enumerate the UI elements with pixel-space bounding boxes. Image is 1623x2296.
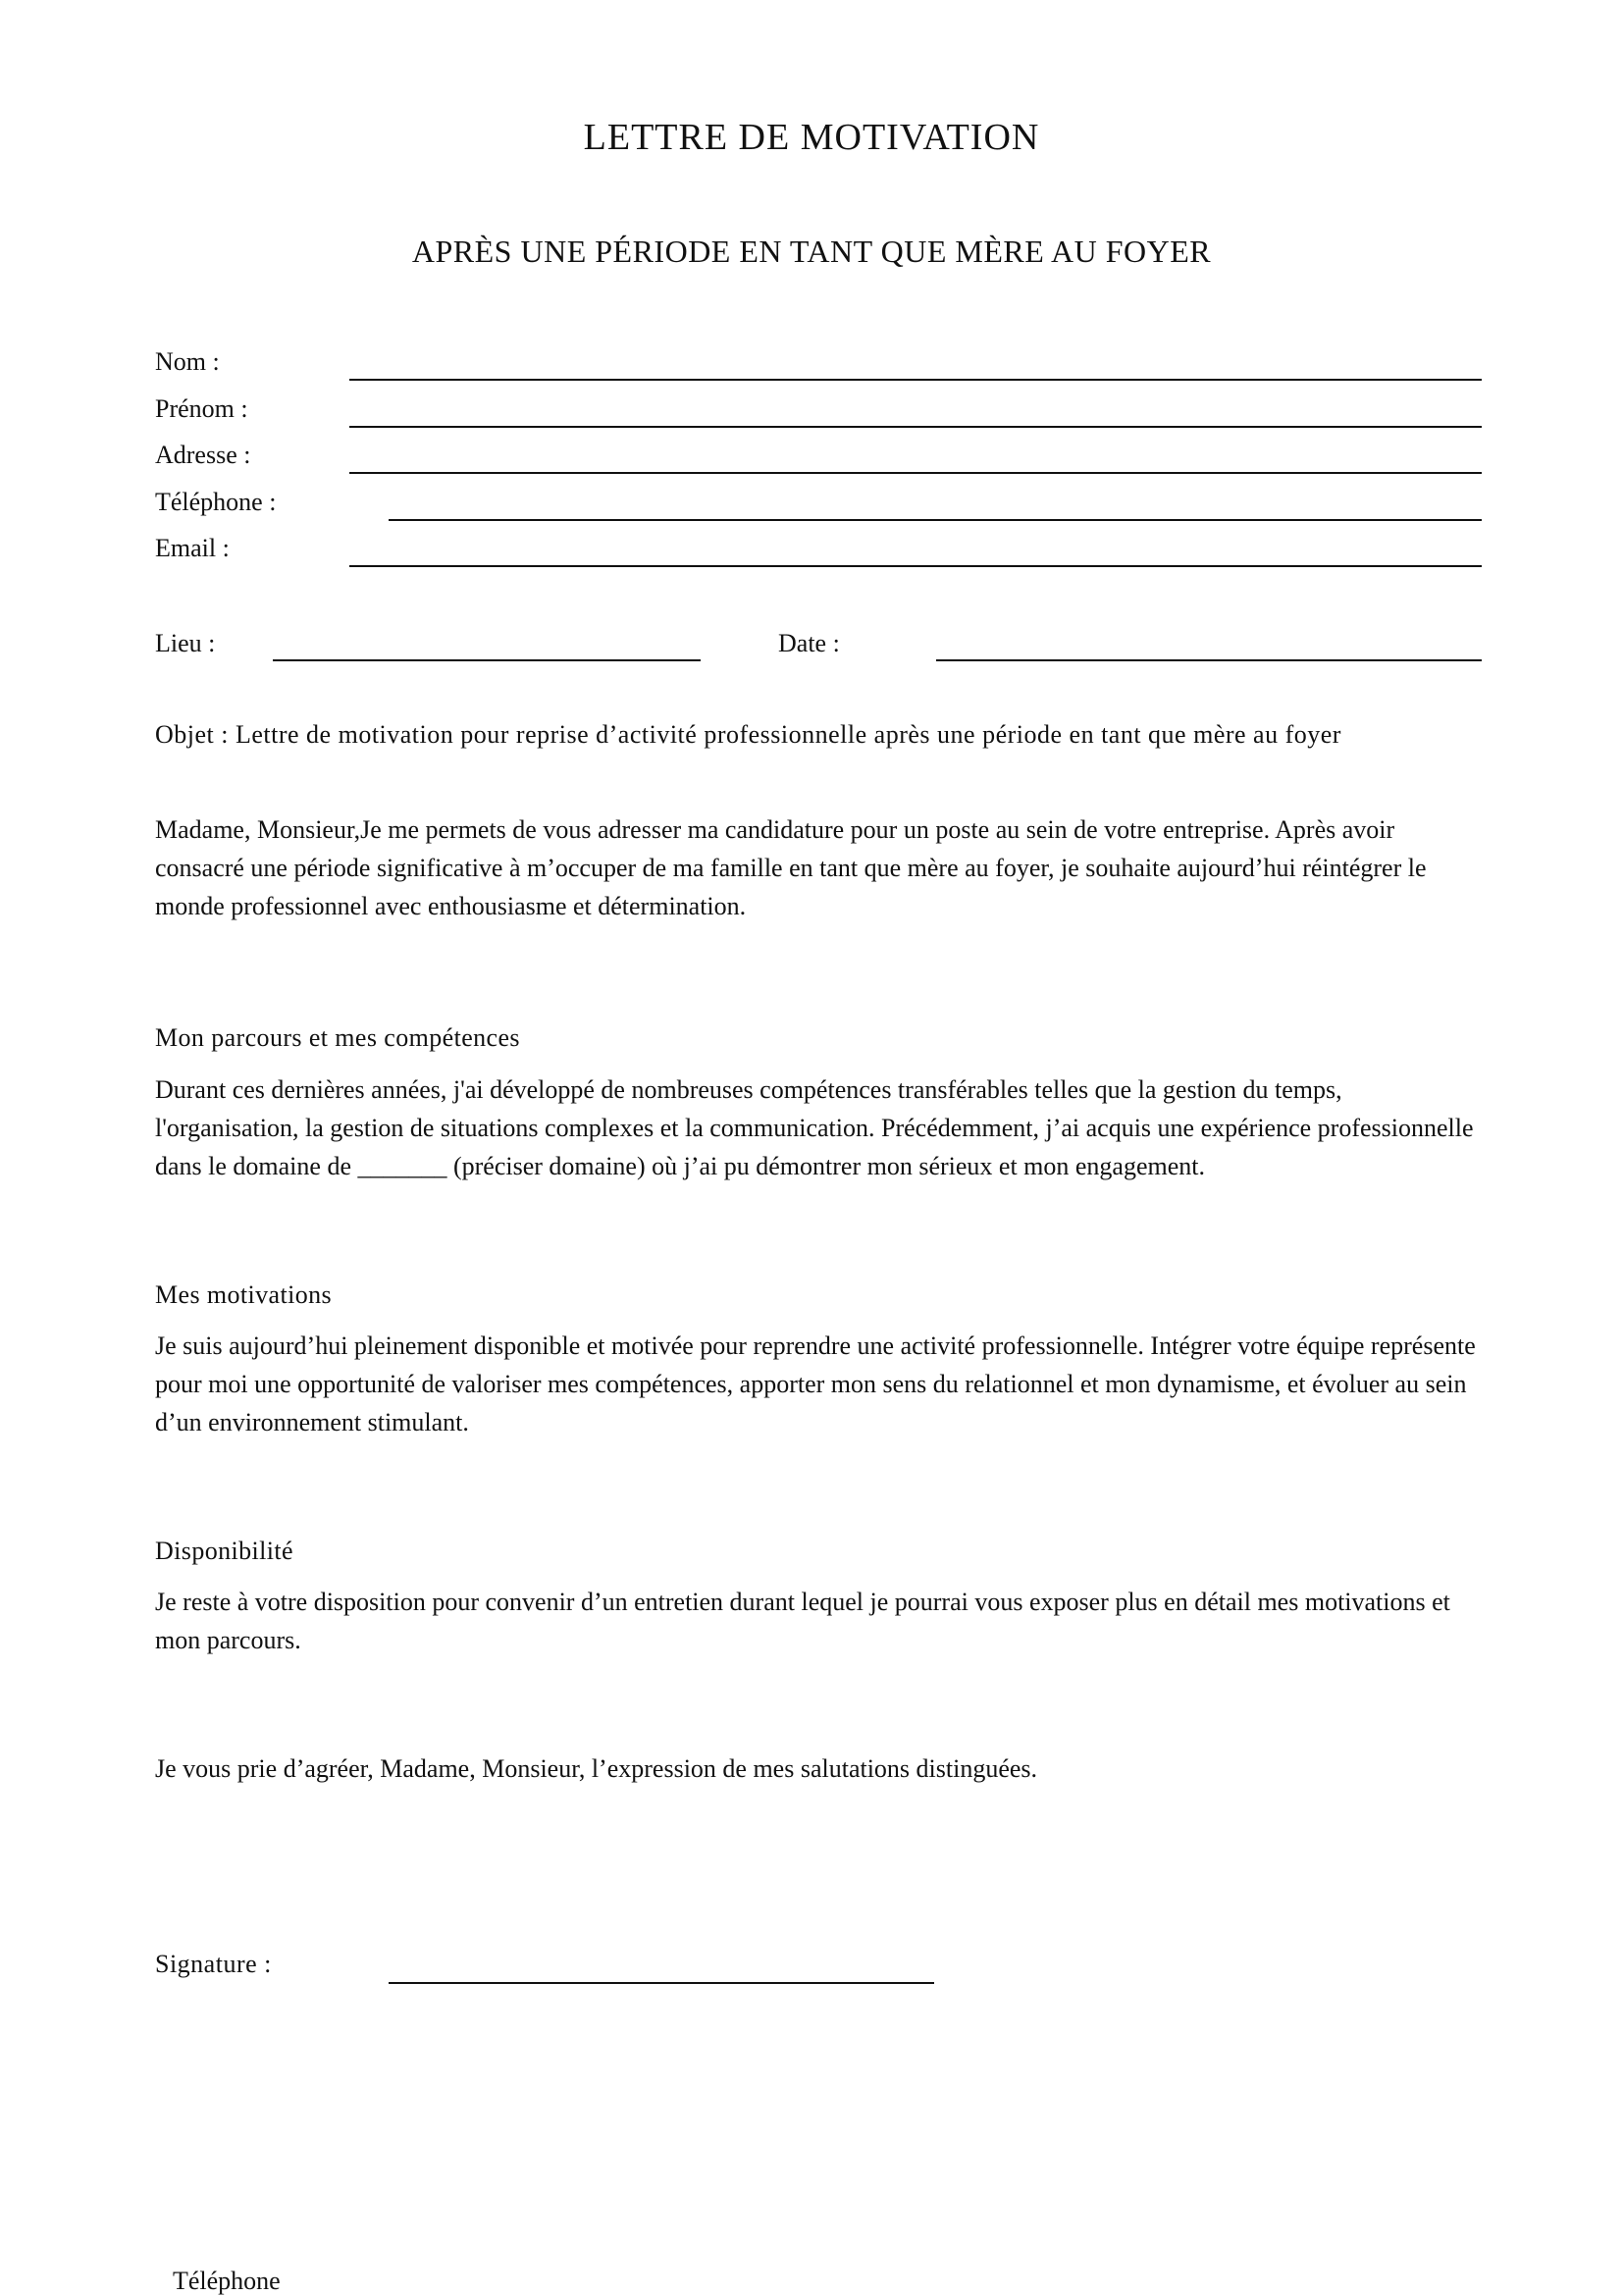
telephone-field-line[interactable] [389,519,1482,521]
page-subtitle: APRÈS UNE PÉRIODE EN TANT QUE MÈRE AU FOYER [411,234,1212,269]
section-text-disponibilite: Je reste à votre disposition pour convenir d’un entretien durant lequel je pourrai vous exposer plus en détail mes motivations et mon parcours. [155,1588,1450,1654]
signature-label: Signature : [155,1950,272,1978]
signature-field-line[interactable] [389,1982,934,1984]
date-label: Date : [778,629,840,657]
email-field-line[interactable] [349,565,1482,567]
lieu-label: Lieu : [155,629,216,657]
telephone-label: Téléphone : [155,488,277,516]
section-heading-motivations: Mes motivations [155,1280,333,1309]
nom-label: Nom : [155,347,220,376]
email-label: Email : [155,534,230,562]
section-heading-parcours: Mon parcours et mes compétences [155,1023,520,1052]
intro-paragraph: Madame, Monsieur,Je me permets de vous adresser ma candidature pour un poste au sein de votre entreprise. Après avoir consacré une période significative à m’occuper de ma famille en tant que mère au foyer, je souhaite aujourd’hui réintégrer le monde professionnel avec enthousiasme et détermination. [155,815,1427,920]
section-heading-disponibilite: Disponibilité [155,1537,293,1565]
nom-field-line[interactable] [349,379,1482,381]
page-title: LETTRE DE MOTIVATION [583,117,1040,158]
prenom-label: Prénom : [155,394,248,423]
adresse-label: Adresse : [155,441,251,469]
section-text-parcours: Durant ces dernières années, j'ai développé de nombreuses compétences transférables telles que la gestion du temps, l'organisation, la gestion de situations complexes et la communication. Précédemment, j’ai acquis une expérience professionnelle dans le domaine de _______ (préciser domaine) où j’ai pu démontrer mon sérieux et mon engagement. [155,1075,1474,1180]
prenom-field-line[interactable] [349,426,1482,428]
footer-text: Téléphone [173,2267,281,2295]
objet-line: Objet : Lettre de motivation pour reprise d’activité professionnelle après une période en tant que mère au foyer [155,720,1341,749]
lieu-field-line[interactable] [273,659,701,661]
section-text-motivations: Je suis aujourd’hui pleinement disponible et motivée pour reprendre une activité professionnelle. Intégrer votre équipe représente pour moi une opportunité de valoriser mes compétences, apporter mon sens du relationnel et mon dynamisme, et évoluer au sein d’un environnement stimulant. [155,1331,1476,1436]
date-field-line[interactable] [936,659,1482,661]
closing-sentence: Je vous prie d’agréer, Madame, Monsieur, l’expression de mes salutations distinguées. [155,1754,1038,1783]
adresse-field-line[interactable] [349,472,1482,474]
